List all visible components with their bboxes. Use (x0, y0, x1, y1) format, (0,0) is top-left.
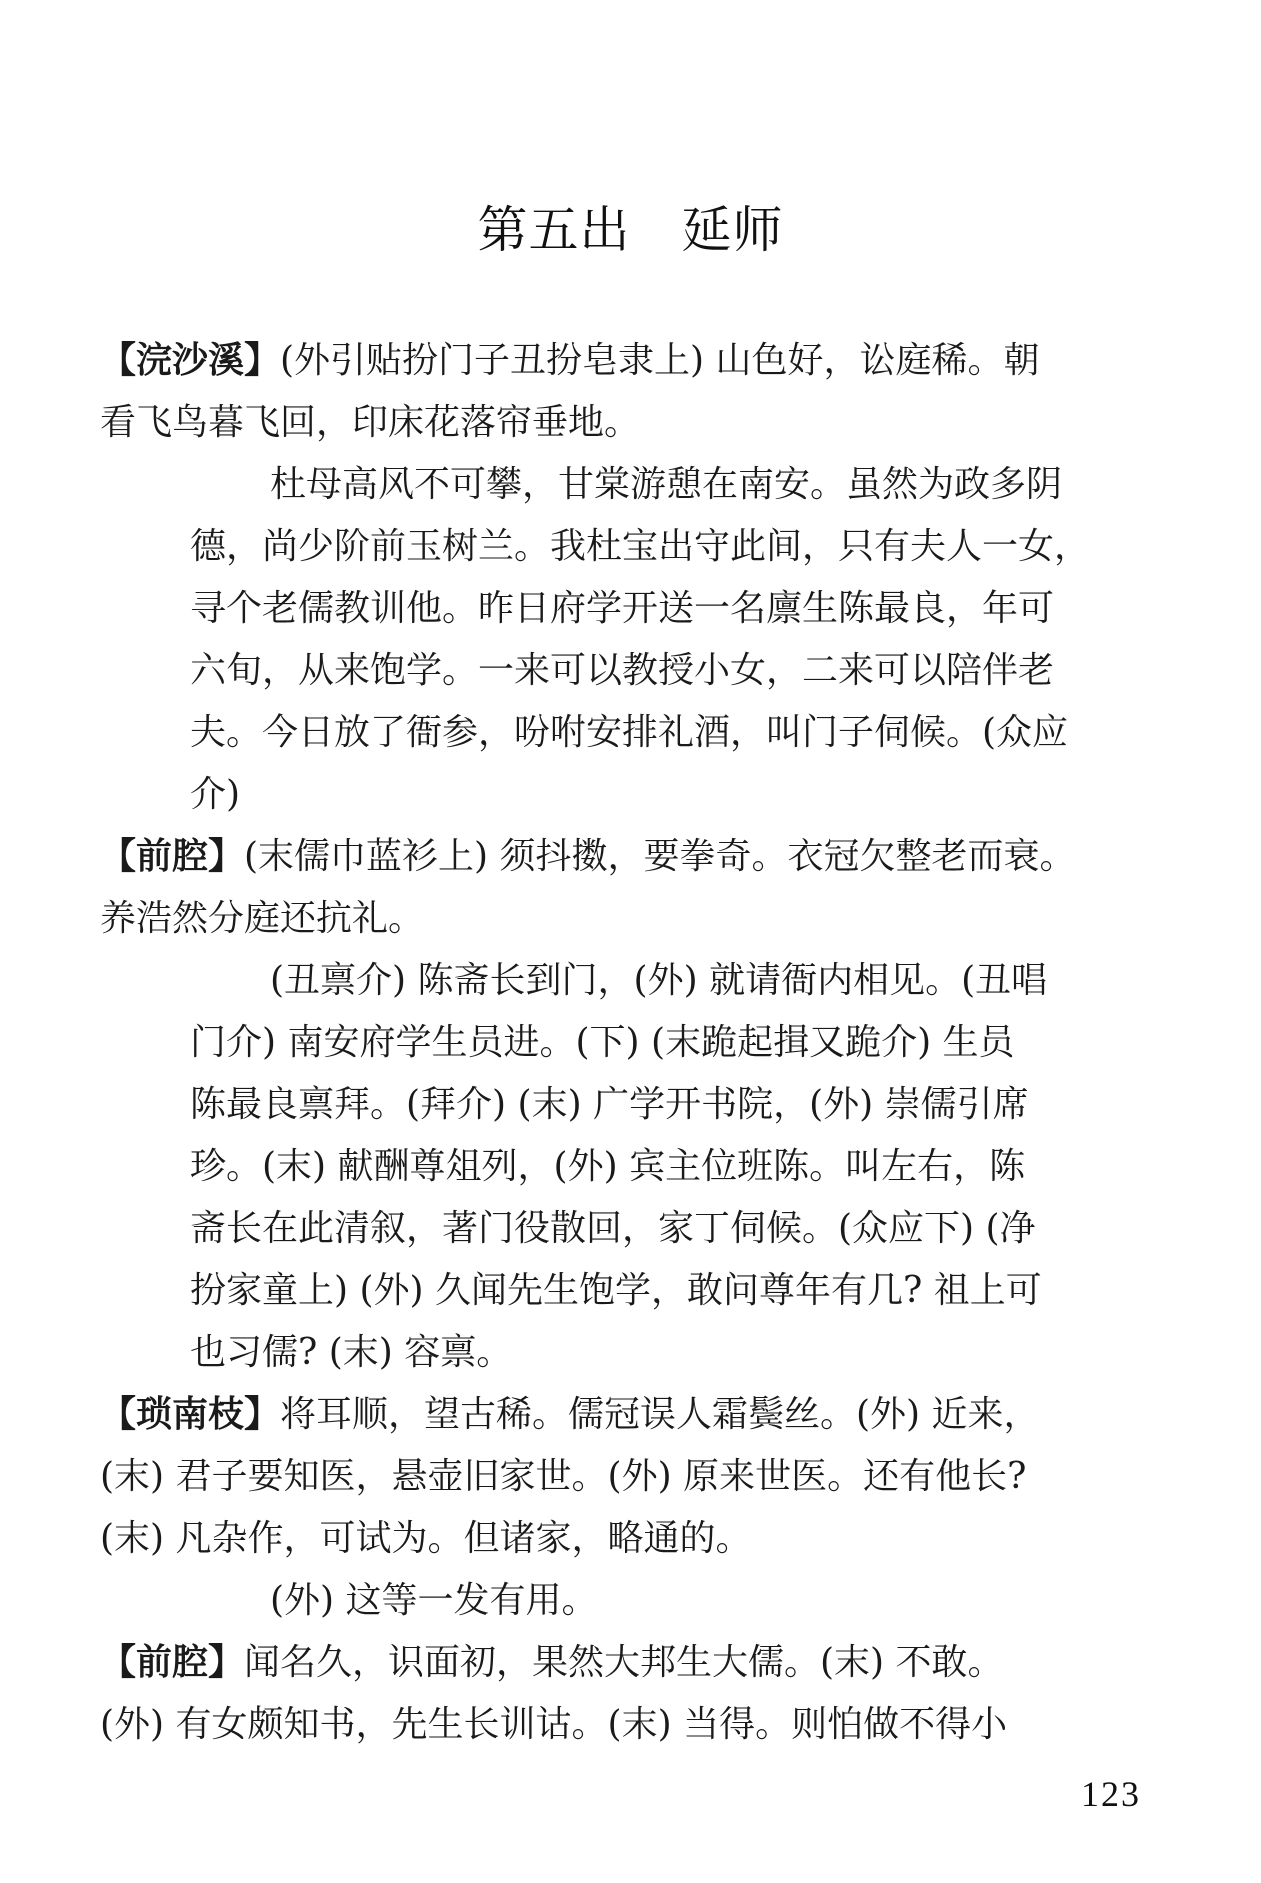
tune-label: 【前腔】 (100, 1642, 245, 1683)
text-line (100, 1384, 1180, 1446)
text-line (100, 1136, 1180, 1198)
line-text: 陈最良禀拜。(拜介) (末) 广学开书院，(外) 崇儒引席 (190, 1084, 1029, 1125)
line-text: 六旬，从来饱学。一来可以教授小女，二来可以陪伴老 (190, 650, 1055, 691)
line-text: 珍。(末) 献酬尊俎列，(外) 宾主位班陈。叫左右，陈 (190, 1146, 1026, 1187)
text-line (100, 1260, 1180, 1322)
line-text: (外引贴扮门子丑扮皂隶上) 山色好，讼庭稀。朝 (280, 340, 1040, 381)
text-line (100, 1198, 1180, 1260)
line-text: 德，尚少阶前玉树兰。我杜宝出守此间，只有夫人一女， (190, 526, 1091, 567)
text-line (100, 702, 1180, 764)
text-line (100, 1446, 1180, 1508)
tune-label: 【琐南枝】 (100, 1394, 281, 1435)
text-line (100, 888, 1180, 950)
text-line (100, 1012, 1180, 1074)
line-text: 夫。今日放了衙参，吩咐安排礼酒，叫门子伺候。(众应 (190, 712, 1069, 753)
line-text: 斋长在此清叙，著门役散回，家丁伺候。(众应下) (净 (190, 1208, 1036, 1249)
line-text: (末) 凡杂作，可试为。但诸家，略通的。 (100, 1518, 752, 1559)
chapter-title: 第五出 延师 (477, 201, 784, 259)
line-text: 寻个老儒教训他。昨日府学开送一名廪生陈最良，年可 (190, 588, 1055, 629)
text-line (100, 950, 1180, 1012)
line-text: 扮家童上) (外) 久闻先生饱学，敢问尊年有几? 祖上可 (190, 1270, 1042, 1311)
text-line (100, 578, 1180, 640)
line-text: (丑禀介) 陈斋长到门，(外) 就请衙内相见。(丑唱 (270, 960, 1048, 1001)
line-text: 看飞鸟暮飞回，印床花落帘垂地。 (100, 402, 641, 443)
text-line (100, 1074, 1180, 1136)
text-line (100, 1632, 1180, 1694)
tune-label: 【浣沙溪】 (100, 340, 281, 381)
body-text (100, 330, 1180, 1756)
tune-label: 【前腔】 (100, 836, 245, 877)
line-text: 介) (190, 774, 241, 815)
line-text: 也习儒? (末) 容禀。 (190, 1332, 513, 1373)
text-line (100, 826, 1180, 888)
page-number: 123 (1081, 1774, 1141, 1814)
text-line (100, 516, 1180, 578)
line-text: (外) 有女颇知书，先生长训诂。(末) 当得。则怕做不得小 (100, 1704, 1008, 1745)
line-text: (末儒巾蓝衫上) 须抖擞，要拳奇。衣冠欠整老而衰。 (244, 836, 1076, 877)
text-line (100, 1508, 1180, 1570)
line-text: 闻名久，识面初，果然大邦生大儒。(末) 不敢。 (244, 1642, 1004, 1683)
text-line (100, 454, 1180, 516)
text-line (100, 764, 1180, 826)
text-line (100, 1322, 1180, 1384)
text-line (100, 640, 1180, 702)
line-text: 杜母高风不可攀，甘棠游憩在南安。虽然为政多阴 (270, 464, 1063, 505)
text-line (100, 330, 1180, 392)
line-text: 将耳顺，望古稀。儒冠误人霜鬓丝。(外) 近来， (280, 1394, 1040, 1435)
text-line (100, 1694, 1180, 1756)
line-text: (末) 君子要知医，悬壶旧家世。(外) 原来世医。还有他长? (100, 1456, 1027, 1497)
line-text: 门介) 南安府学生员进。(下) (末跪起揖又跪介) 生员 (190, 1022, 1015, 1063)
line-text: (外) 这等一发有用。 (270, 1580, 598, 1621)
line-text: 养浩然分庭还抗礼。 (100, 898, 425, 939)
text-line (100, 392, 1180, 454)
text-line (100, 1570, 1180, 1632)
